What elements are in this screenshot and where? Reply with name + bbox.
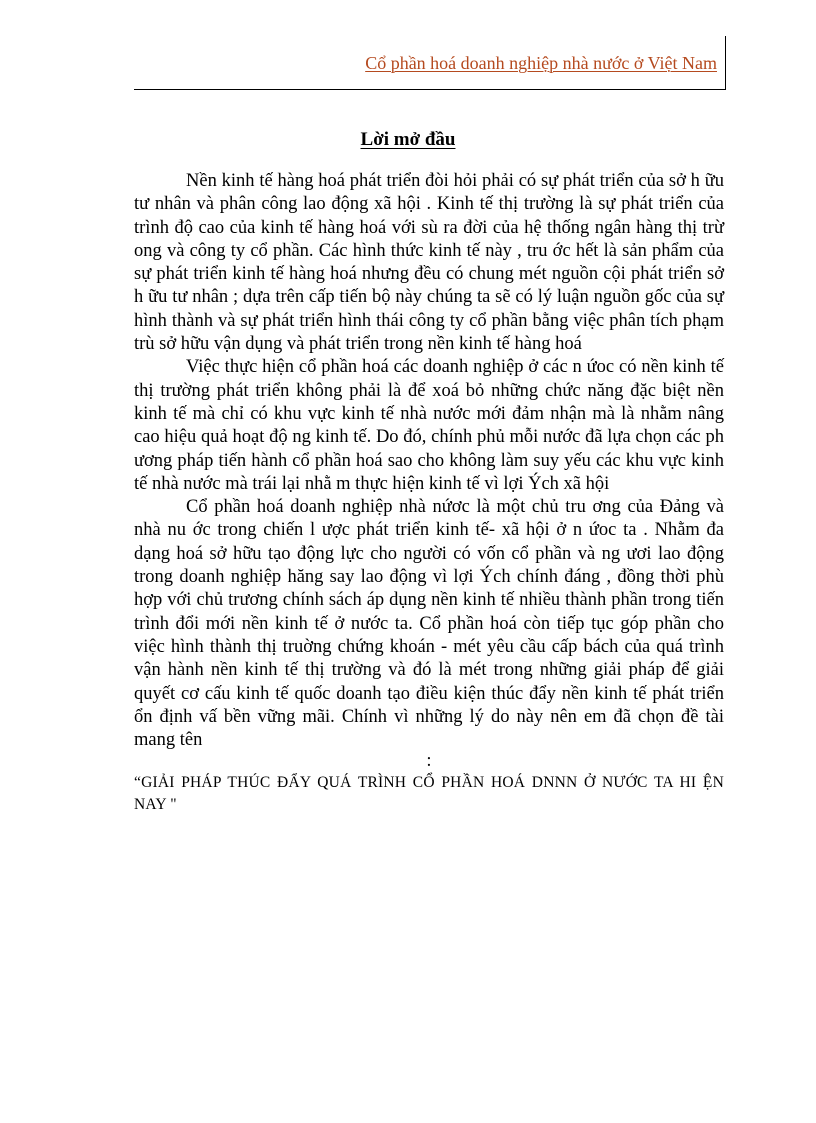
paragraph-2: Việc thực hiện cổ phần hoá các doanh nghiệp ở các n ứoc có nền kinh tế thị trường phát triển không phải là để xoá bỏ những chức năng đặc biệt nền kinh tế mà chỉ có khu vực kinh tế nhà nước mới đảm nhận mà là nhằm nâng cao hiệu quả hoạt độ ng kinh tế. Do đó, chính phủ mỗi nước đã lựa chọn các ph ương pháp tiến hành cổ phần hoá sao cho không làm suy yếu các khu vực kinh tế nhà nước mà trái lại nhằ m thực hiện kinh tế vì lợi Ých xã hội [134, 357, 724, 494]
document-title [0, 128, 816, 152]
document-title-text: Lời mở đầu [360, 129, 456, 150]
page-header [134, 36, 726, 90]
document-body [134, 170, 724, 816]
thesis-title: “GIẢI PHÁP THÚC ĐẨY QUÁ TRÌNH CỔ PHẦN HOÁ DNNN Ở NƯỚC TA HI ỆN NAY " [134, 774, 724, 814]
paragraph-3: Cổ phần hoá doanh nghiệp nhà nứơc là một chủ tru ơng của Đảng và nhà nu ớc trong chiến l ược phát triển kinh tế- xã hội ở n ứoc ta . Nhằm đa dạng hoá sở hữu tạo động lực cho người có vốn cổ phần và ng ươi lao động trong doanh nghiệp hăng say lao động vì lợi Ých chính đáng , đồng thời phù hợp với chủ trương chính sách áp dụng nền kinh tế nhiều thành phần trong tiến trình đổi mới nền kinh tế ở nước ta. Cổ phần hoá còn tiếp tục góp phần cho việc hình thành thị truờng chứng khoán - mét yêu cầu cấp bách của quá trình vận hành nền kinh tế thị trường và đó là mét trong những giải pháp để giải quyết cơ cấu kinh tế quốc doanh tạo điều kiện thúc đẩy nền kinh tế phát triển ổn định vấ bền vững mãi. Chính vì những lý do này nên em đã chọn đề tài mang tên [134, 497, 724, 751]
header-title: Cổ phần hoá doanh nghiệp nhà nước ở Việt Nam [365, 53, 717, 73]
colon-line: : [426, 751, 432, 772]
paragraph-1: Nền kinh tế hàng hoá phát triển đòi hỏi phải có sự phát triển của sở h ữu tư nhân và phân công lao động xã hội . Kinh tế thị trường là sự phát triển của trình độ cao của kinh tế hàng hoá với sù ra đời của hệ thống ngân hàng thị trừ ong và công ty cổ phần. Các hình thức kinh tế này , tru ớc hết là sản phẩm của sự phát triển kinh tế hàng hoá nhưng đều có chung mét nguồn cội phát triển sở h ữu tư nhân ; dựa trên cấp tiến bộ này chúng ta sẽ có lý luận nguồn gốc của sự hình thành và sự phát triển hình thái công ty cổ phần bằng việc phân tích phạm trù sở hữu vận dụng và phát triển trong nền kinh tế hàng hoá [134, 171, 724, 355]
